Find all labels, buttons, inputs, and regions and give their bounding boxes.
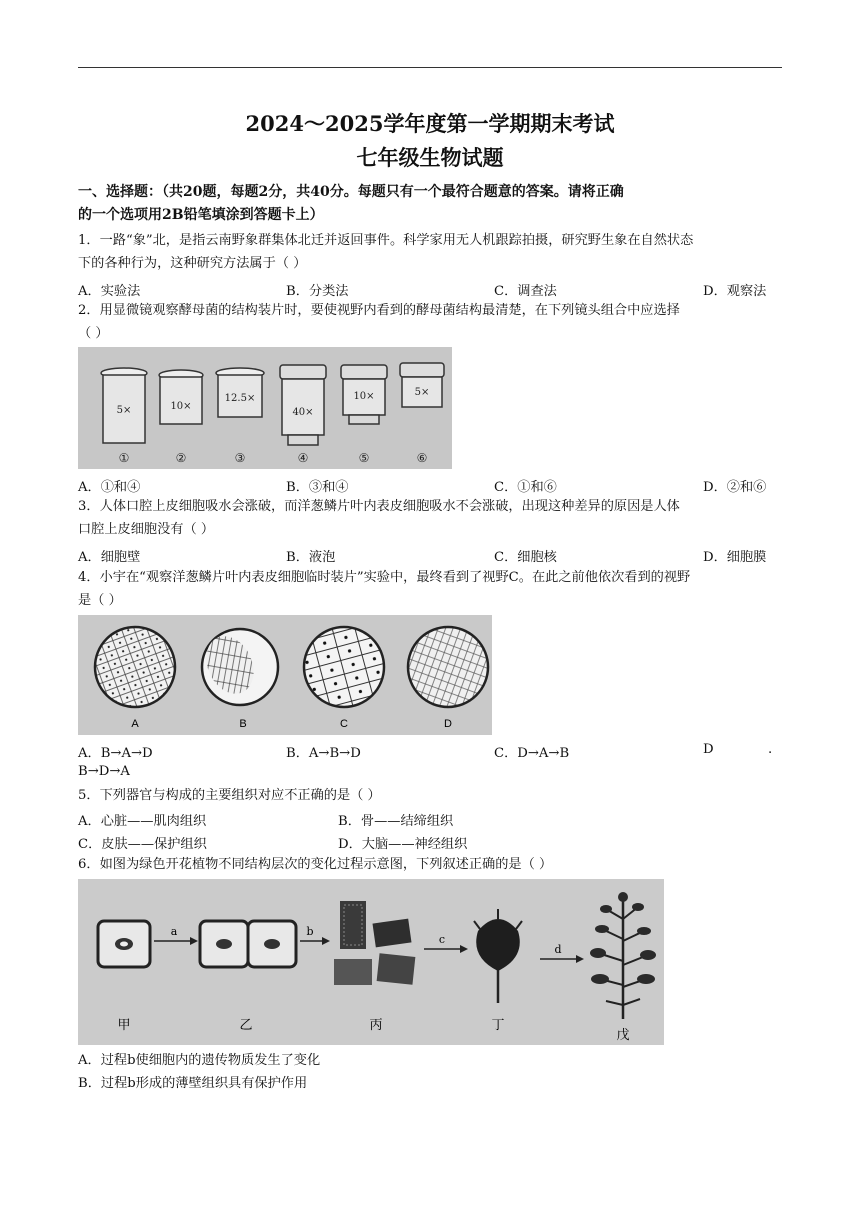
plant-hierarchy-figure <box>78 879 664 1045</box>
stage-jia-label: 甲 <box>117 1018 131 1033</box>
view-a-label: A <box>131 718 139 730</box>
lens-1-mag: 5× <box>116 405 132 416</box>
lens-4-num: ④ <box>297 451 309 465</box>
lens-5-mag: 10× <box>353 391 375 402</box>
stage-ding-label: 丁 <box>491 1018 505 1033</box>
q4-option-d-dot: . <box>768 742 773 757</box>
q4-option-d-letter: D <box>703 742 714 757</box>
section-heading-line2: 的一个选项用2B铅笔填涂到答题卡上） <box>78 207 324 223</box>
lens-figure <box>78 347 452 469</box>
q2-option-b: B．③和④ <box>286 480 349 495</box>
q4-stem-line2: 是（ ） <box>78 593 122 608</box>
lens-6-num: ⑥ <box>416 451 428 465</box>
exam-title: 2024～2025学年度第一学期期末考试 <box>245 111 615 136</box>
q3-option-d: D．细胞膜 <box>703 550 767 565</box>
q1-option-d: D．观察法 <box>703 284 767 299</box>
section-heading-line1: 一、选择题：（共20题，每题2分，共40分。每题只有一个最符合题意的答案。请将正确 <box>78 184 624 200</box>
q4-stem-line1: 4．小宇在“观察洋葱鳞片叶内表皮细胞临时装片”实验中，最终看到了视野C。在此之前他依次看到的视野 <box>78 570 691 585</box>
q5-option-a: A．心脏——肌肉组织 <box>78 814 207 829</box>
lens-5-num: ⑤ <box>358 451 370 465</box>
q5-option-b: B．骨——结缔组织 <box>338 814 454 829</box>
q2-stem-line2: （ ） <box>78 326 109 341</box>
q4-option-d-answer: B→D→A <box>78 764 130 779</box>
q3-stem-line1: 3．人体口腔上皮细胞吸水会涨破，而洋葱鳞片叶内表皮细胞吸水不会涨破，出现这种差异的原因是人体 <box>78 499 680 514</box>
q2-option-a: A．①和④ <box>78 480 141 495</box>
arrow-a-label: a <box>170 925 178 938</box>
q6-stem: 6．如图为绿色开花植物不同结构层次的变化过程示意图，下列叙述正确的是（ ） <box>78 857 553 872</box>
q5-option-d: D．大脑——神经组织 <box>338 837 468 852</box>
lens-2-mag: 10× <box>170 401 192 412</box>
lens-6-mag: 5× <box>414 387 430 398</box>
q1-option-a: A．实验法 <box>78 284 141 299</box>
arrow-b-label: b <box>306 925 314 938</box>
view-b-label: B <box>239 718 247 730</box>
view-c-label: C <box>340 718 348 730</box>
q1-stem-line1: 1．一路“象”北，是指云南野象群集体北迁并返回事件。科学家用无人机跟踪拍摄，研究野生象在自然状态 <box>78 233 694 248</box>
arrow-c-label: c <box>438 933 446 946</box>
q1-option-c: C．调查法 <box>494 284 557 299</box>
q3-option-b: B．液泡 <box>286 550 336 565</box>
lens-2-num: ② <box>175 451 187 465</box>
lens-4-mag: 40× <box>292 407 314 418</box>
q3-stem-line2: 口腔上皮细胞没有（ ） <box>78 522 215 537</box>
q6-option-a: A．过程b使细胞内的遗传物质发生了变化 <box>78 1053 321 1068</box>
lens-1-num: ① <box>118 451 130 465</box>
q1-stem-line2: 下的各种行为，这种研究方法属于（ ） <box>78 256 307 271</box>
q1-option-b: B．分类法 <box>286 284 349 299</box>
header-rule <box>78 67 782 68</box>
stage-yi-label: 乙 <box>239 1018 253 1033</box>
exam-subtitle: 七年级生物试题 <box>356 145 504 170</box>
microscope-views-figure <box>78 615 492 735</box>
q2-option-c: C．①和⑥ <box>494 480 557 495</box>
q4-option-c: C．D→A→B <box>494 746 570 761</box>
q4-option-b: B．A→B→D <box>286 746 361 761</box>
q3-option-c: C．细胞核 <box>494 550 557 565</box>
lens-3-num: ③ <box>234 451 246 465</box>
q2-option-d: D．②和⑥ <box>703 480 767 495</box>
stage-bing-label: 丙 <box>369 1018 383 1033</box>
q4-option-a: A．B→A→D <box>78 746 153 761</box>
q2-stem-line1: 2．用显微镜观察酵母菌的结构装片时，要使视野内看到的酵母菌结构最清楚，在下列镜头组合中应选择 <box>78 303 680 318</box>
q5-option-c: C．皮肤——保护组织 <box>78 837 207 852</box>
lens-3-mag: 12.5× <box>224 393 256 404</box>
view-d-label: D <box>444 718 452 730</box>
q6-option-b: B．过程b形成的薄壁组织具有保护作用 <box>78 1076 308 1091</box>
q3-option-a: A．细胞壁 <box>78 550 141 565</box>
arrow-d-label: d <box>554 943 562 956</box>
q5-stem: 5．下列器官与构成的主要组织对应不正确的是（ ） <box>78 788 381 803</box>
stage-wu-label: 戊 <box>616 1028 630 1043</box>
